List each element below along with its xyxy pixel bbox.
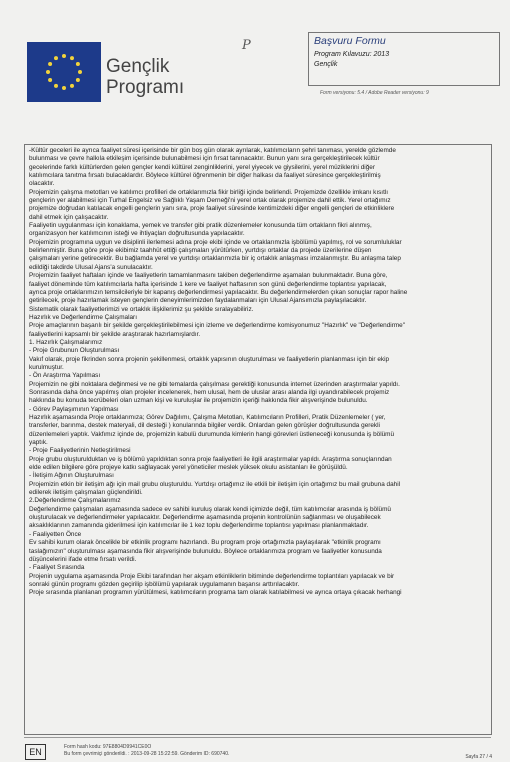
form-title: Başvuru Formu xyxy=(314,35,386,47)
text-line: 1. Hazırlık Çalışmalarımız xyxy=(29,338,103,346)
text-line: getirilecek, proje hazırlamak isteyen gençlerin deneyimlerimizden faydalanmaları için Ulusal Ajansımızla paylaşılacaktır. xyxy=(29,297,367,305)
text-line: - Görev Paylaşımının Yapılması xyxy=(29,405,119,413)
text-line: olacaktır. xyxy=(29,180,55,188)
text-line: Proje amaçlarının başarılı bir şekilde gerçekleştirilebilmesi için izleme ve değerlendirme komisyonumuz "Hazırlık" ve "Değerlendirme" xyxy=(29,322,405,330)
text-line: Proje grubu oluşturulduktan ve iş bölümü yapıldıktan sonra proje faaliyetleri ile ilgili araştırmalar yapıldı. Araştırma sonuçlarından xyxy=(29,455,392,463)
text-line: - Faaliyetten Önce xyxy=(29,530,82,538)
text-line: belirlenmiştir. Buna göre proje ekibimiz taahhüt ettiği çalışmaları yürütürken, yurtdışı ortaklar da projede üzerilerine düşen xyxy=(29,247,372,255)
text-line: düzenlemeleri yaptık. Vakfımız içinde de, projemizin kabulü durumunda kimlerin hangi görevleri üstleneceği konusunda iş bölümü xyxy=(29,430,395,438)
text-line: Hazırlık ve Değerlendirme Çalışmaları xyxy=(29,313,137,321)
form-program: Gençlik xyxy=(314,61,338,68)
text-line: yaptık. xyxy=(29,439,48,447)
text-line: faaliyet döneminde tüm katılımcılarla hafta içerisinde 1 kere ve faaliyet haftasının son günü değerlendirme toplantısı yapılacak, xyxy=(29,280,387,288)
text-line: kurulmuştur. xyxy=(29,363,64,371)
text-line: sonraki günün programı gözden geçirilip işbölümü yapılarak uygulamanın başarısı arttırılacaktır. xyxy=(29,580,300,588)
content-box xyxy=(24,144,492,735)
text-line: gençlerin yer alabilmesi için Turhal Engelsiz ve Sağlıklı Yaşam Derneği'ni yerel ortak olarak projemize dahil ettik. Yerel ortağımız xyxy=(29,197,391,205)
text-line: oluşturulacak ve değerlendirmeler yapılacaktır. Değerlendirme aşamasında projenin kontrolünün sağlanması ve oluşabilecek xyxy=(29,514,381,522)
text-line: aksaklıklarının zamanında giderilmesi için katılımcılar ile 1 kez toplu değerlendirme toplantısı yapılması planlanmaktadır. xyxy=(29,522,369,530)
text-line: hakkında bu konuda tecrübeleri olan uzman kişi ve kuruluşlar ile projemizin içeriği hakkında fikir alışverişinde bulunuldu. xyxy=(29,397,368,405)
text-line: Projemizin programına uygun ve disiplinli ilerlemesi adına proje ekibi içinde ve ortaklarımızla işbölümü yapılmış, rol ve sorumluluklar xyxy=(29,238,402,246)
language-code: EN xyxy=(25,744,46,760)
text-line: - Faaliyet Sırasında xyxy=(29,564,85,572)
form-hash-code: Form hash kodu: 97E8804D9941CE0O xyxy=(64,744,152,750)
text-line: Sistematik olarak faaliyetlerimizi ve ortaklık ilişkilerimiz şu şekilde sıralayabiliriz. xyxy=(29,305,254,313)
eu-stars-icon xyxy=(27,42,101,102)
text-line: Projenin uygulama aşamasında Proje Ekibi tarafından her akşam etkinliklerin bitiminde değerlendirme toplantıları yapılacak ve bir xyxy=(29,572,395,580)
text-line: - Proje Grubunun Oluşturulması xyxy=(29,347,120,355)
eu-flag-logo xyxy=(27,42,101,102)
text-line: projemize doğrudan katılacak engelli gençlerin yanı sıra, proje faaliyet süresinde kentimizdeki diğer engelli gençleri de etkinliklere xyxy=(29,205,395,213)
form-info-box xyxy=(308,32,500,86)
text-line: Vakıf olarak, proje fikrinden sonra projenin şekillenmesi, ortaklık yapısının oluşturulması ve faaliyetlerin planlanması için bir ekip xyxy=(29,355,390,363)
program-name-line1: Gençlik xyxy=(106,56,170,77)
form-version: Form versiyonu: 5.4 / Adobe Reader versiyonu: 9 xyxy=(320,90,429,96)
text-line: bulunması ve çevre halkıla etkileşim içerisinde bulunabilmesi için fırsat tanınacaktır. Bunun yanı sıra gerçekleştirilecek kültür xyxy=(29,155,380,163)
program-name xyxy=(106,56,184,98)
page-number: Sayfa 27 / 4 xyxy=(465,754,492,760)
page-header xyxy=(24,32,492,102)
text-line: transferler, barınma, destek materyali, dil desteği ) konularında bilgiler verdik. Onlardan gelen görüşler doğrultusunda gerekli xyxy=(29,422,380,430)
text-line: Proje sırasında planlanan programın yürütülmesi, katılımcıların programa tam olarak katılabilmesi ve ayrıca ortaya çıkacak herhangi xyxy=(29,589,402,597)
text-line: Ev sahibi kurum olarak öncelikle bir etkinlik programı hazırlandı. Bu program proje ortağımızla paylaşılarak "etkinlik programı xyxy=(29,539,381,547)
text-line: elde edilen bilgilere göre projeye katkı sağlayacak yerel yöneticiler meslek yüksek okulu asistanları ile görüşüldü. xyxy=(29,464,348,472)
form-guide: Program Kılavuzu: 2013 xyxy=(314,51,390,58)
text-line: edilerek iletişim çalışmaları güçlendirildi. xyxy=(29,489,143,497)
text-line: Hazırlık aşamasında Proje ortaklarımıza; Görev Dağılımı, Çalışma Metotları, Katılımcıların Profilleri, Pratik Düzenlemeler ( yer, xyxy=(29,414,386,421)
submission-info: Bu form çevrimiçi gönderildi. : 2013-09-28 15:22:59. Gönderim ID: 690740. xyxy=(64,751,230,757)
text-line: Projemizin faaliyet haftaları içinde ve faaliyetlerin tamamlanmasını takiben değerlendirme aşamaları bulunmaktadır. Buna göre, xyxy=(29,272,388,280)
text-line: - Proje Faaliyetlerinin Netleştirilmesi xyxy=(29,447,131,455)
text-line: Sonrasında daha önce yapılmış olan projeler incelenerek, hem ulusal, hem de uluslar arası alanda ilgi uyandırabilecek projemiz xyxy=(29,388,390,396)
text-line: Faaliyetin uygulanması için konaklama, yemek ve transfer gibi pratik düzenlemeler konusunda tüm ortakların fikri alınmış, xyxy=(29,222,372,230)
text-line: 2.Değerlendirme Çalışmalarımız xyxy=(29,497,121,505)
text-line: ayrıca proje ortaklarımızın temsilcileriyle bir kapanış değerlendirmesi yapılacaktır. Bu değerlendirmelerden çıkan sonuçlar rapor haline xyxy=(29,288,408,296)
text-line: düşüncelerini ifade etme fırsatı verildi. xyxy=(29,555,137,563)
text-line: taslağımızın" oluşturulması aşamasında fikir alışverişinde bulunuldu. Böylece ortaklarımıza program ve faaliyetler konusunda xyxy=(29,547,382,555)
text-line: katılımcılara tanıtma fırsatı bulacaklardır. Böylece kültürel öğrenmenin bir diğer halkası da faaliyet süresince gerçekleştirilmiş xyxy=(29,172,381,180)
text-line: Değerlendirme çalışmaları aşamasında sadece ev sahibi kuruluş olarak kendi içimizde değil, tüm katılımcılar arasında iş bölümü xyxy=(29,505,391,513)
handwritten-mark: P xyxy=(242,38,251,53)
text-line: - Ön Araştırma Yapılması xyxy=(29,372,101,380)
text-line: Projemizin etkin bir iletişim ağı için mail grubu oluşturuldu. Yurtdışı ortağımız ile etkili bir iletişim için ortağımız bu mail grubuna dahil xyxy=(29,480,401,488)
footer-divider xyxy=(24,737,491,738)
text-line: organizasyon her katılımcının isteği ve ihtiyaçları doğrultusunda yapılacaktır. xyxy=(29,230,245,238)
text-line: faaliyetlerini kapsamlı bir şekilde araştırarak hazırlamışlardır. xyxy=(29,330,201,338)
text-line: dahil etmek için çalışacaktır. xyxy=(29,213,109,221)
program-name-line2: Programı xyxy=(106,77,185,98)
text-line: edildiği takdirde Ulusal Ajans'a sunulacaktır. xyxy=(29,263,153,271)
text-line: gecelerinde farklı kültürlerden gelen gençler kendi kültürel zenginliklerini, yerel yiyecek ve giysilerini, yerel müziklerini diğer xyxy=(29,163,375,171)
text-line: - İletişim Ağının Oluşturulması xyxy=(29,472,114,480)
text-line: Projemizin ne gibi noktalara değinmesi ve ne gibi temalarda çalışılması gerektiği konusunda internet üzerinden araştırmalar yapıldı. xyxy=(29,380,400,388)
text-line: -Kültür geceleri ile ayrıca faaliyet süresi içerisinde bir gün boş gün olarak ayrılarak, katılımcıların şehri tanıması, yerelde gözlemde xyxy=(29,147,396,154)
text-line: Projemizin çalışma metotları ve katılımcı profilleri de ortaklarımızla fikir birliği içinde belirlendi. Projemizde özellikle imkanı kısıtlı xyxy=(29,188,389,196)
text-line: çalışmaları yerine getirecektir. Bu bağlamda yerel ve yurtdışı ortaklarımızla bir iç ortaklık anlaşması imzalanmıştır. Bu anlaşma talep xyxy=(29,255,401,263)
